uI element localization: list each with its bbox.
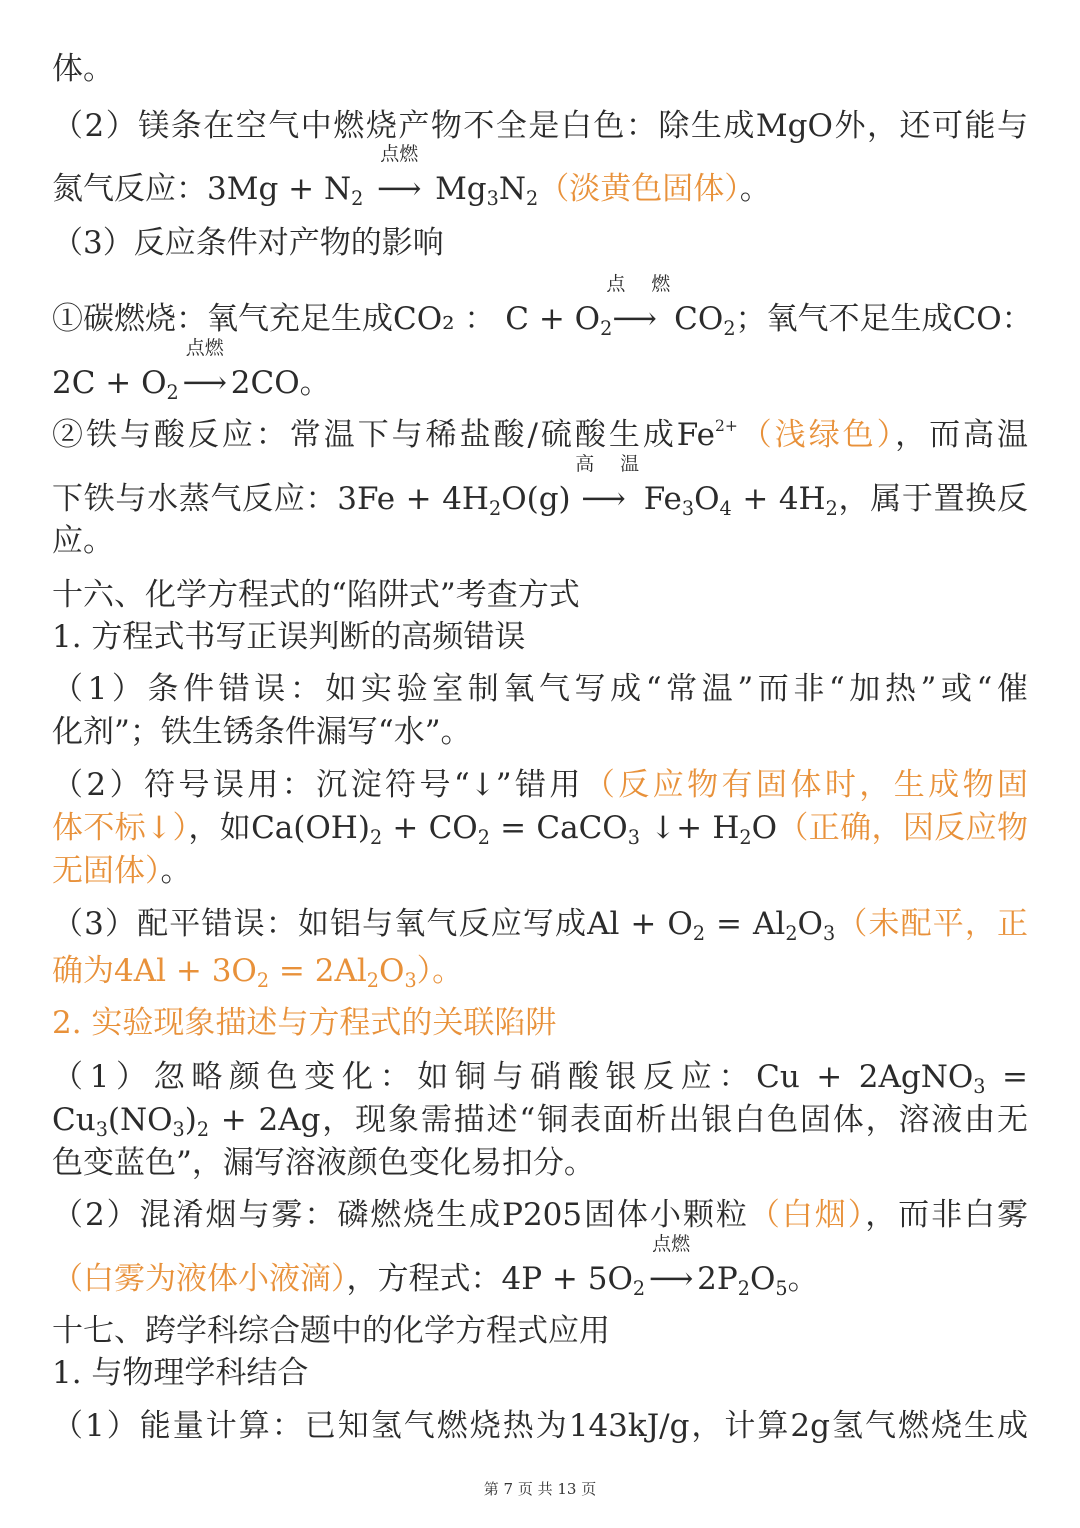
reaction-arrow: 点燃 ⟶ bbox=[648, 1233, 694, 1297]
equation-line: （3）配平错误：如铝与氧气反应写成$Al + O_2 = Al_2O_3$（未配平，正 bbox=[52, 906, 1029, 946]
text-line: 体。 bbox=[52, 51, 114, 87]
text-line: （2）符号误用：沉淀符号“↓”错用（反应物有固体时，生成物固 bbox=[52, 767, 1028, 803]
equation-line: （白雾为液体小液滴），方程式：$4P + 5O_2$ 点燃 ⟶ $2P_2O_5$。 bbox=[52, 1233, 819, 1301]
text-line: ②铁与酸反应：常温下与稀盐酸/硫酸生成$Fe^{2+}$（浅绿色），而高温 bbox=[52, 417, 1029, 453]
equation-line: $Cu_3(NO_3)_2 + 2Ag$，现象需描述“铜表面析出银白色固体，溶液由无 bbox=[52, 1102, 1028, 1142]
page-number-footer: 第 7 页 共 13 页 bbox=[483, 1480, 597, 1498]
equation-line: $2C + O_2$ 点燃 ⟶ 2CO。 bbox=[52, 337, 331, 405]
reaction-arrow: 点燃 ⟶ bbox=[376, 143, 422, 207]
equation-line: 下铁与水蒸气反应：$3Fe + 4H_2O(g)$ 高温 ⟶ $Fe_3O_4 + 4H_2$，属于置换反 bbox=[52, 453, 1028, 521]
reaction-arrow: 点燃 ⟶ bbox=[182, 337, 227, 401]
equation-line: 确为$4Al + 3O_2 = 2Al_2O_3$）。 bbox=[52, 953, 464, 993]
subsection-heading: 1. 与物理学科结合 bbox=[52, 1355, 309, 1391]
subsection-heading: 1. 方程式书写正误判断的高频错误 bbox=[52, 619, 526, 655]
text-line: 化剂”；铁生锈条件漏写“水”。 bbox=[52, 714, 472, 750]
equation-line: ①碳燃烧：氧气充足生成CO₂ ： $C + O_2$ 点燃 ⟶ $CO_2$；氧气不足生成CO： bbox=[52, 273, 1033, 341]
text-line: 无固体）。 bbox=[52, 853, 192, 889]
subsection-heading: 2. 实验现象描述与方程式的关联陷阱 bbox=[52, 1005, 557, 1041]
text-line: （2）混淆烟与雾：磷燃烧生成P205固体小颗粒（白烟），而非白雾 bbox=[52, 1197, 1029, 1233]
equation-line: 氮气反应：$3Mg + N_2$ 点燃 ⟶ $Mg_3N_2$（淡黄色固体）。 bbox=[52, 143, 771, 211]
text-line: 色变蓝色”，漏写溶液颜色变化易扣分。 bbox=[52, 1145, 595, 1181]
section-heading: 十六、化学方程式的“陷阱式”考查方式 bbox=[52, 577, 580, 613]
reaction-arrow: 高温 ⟶ bbox=[575, 453, 640, 517]
text-line: （3）反应条件对产物的影响 bbox=[52, 225, 444, 261]
equation-line: （1）忽略颜色变化：如铜与硝酸银反应：Cu + 2AgNO$_3$ = bbox=[52, 1059, 1028, 1099]
equation-line: 体不标↓），如$Ca(OH)_2 + CO_2$ = CaCO$_3$ ↓+ $H_2O$（正确，因反应物 bbox=[52, 810, 1028, 850]
section-heading: 十七、跨学科综合题中的化学方程式应用 bbox=[52, 1313, 610, 1349]
text-line: （1）条件错误：如实验室制氧气写成“常温”而非“加热”或“催 bbox=[52, 671, 1028, 707]
text-line: （1）能量计算：已知氢气燃烧热为143kJ/g，计算2g氢气燃烧生成 bbox=[52, 1408, 1028, 1444]
text-line: （2）镁条在空气中燃烧产物不全是白色：除生成MgO外，还可能与 bbox=[52, 108, 1028, 144]
text-line: 应。 bbox=[52, 523, 114, 559]
reaction-arrow: 点燃 ⟶ bbox=[606, 273, 671, 337]
